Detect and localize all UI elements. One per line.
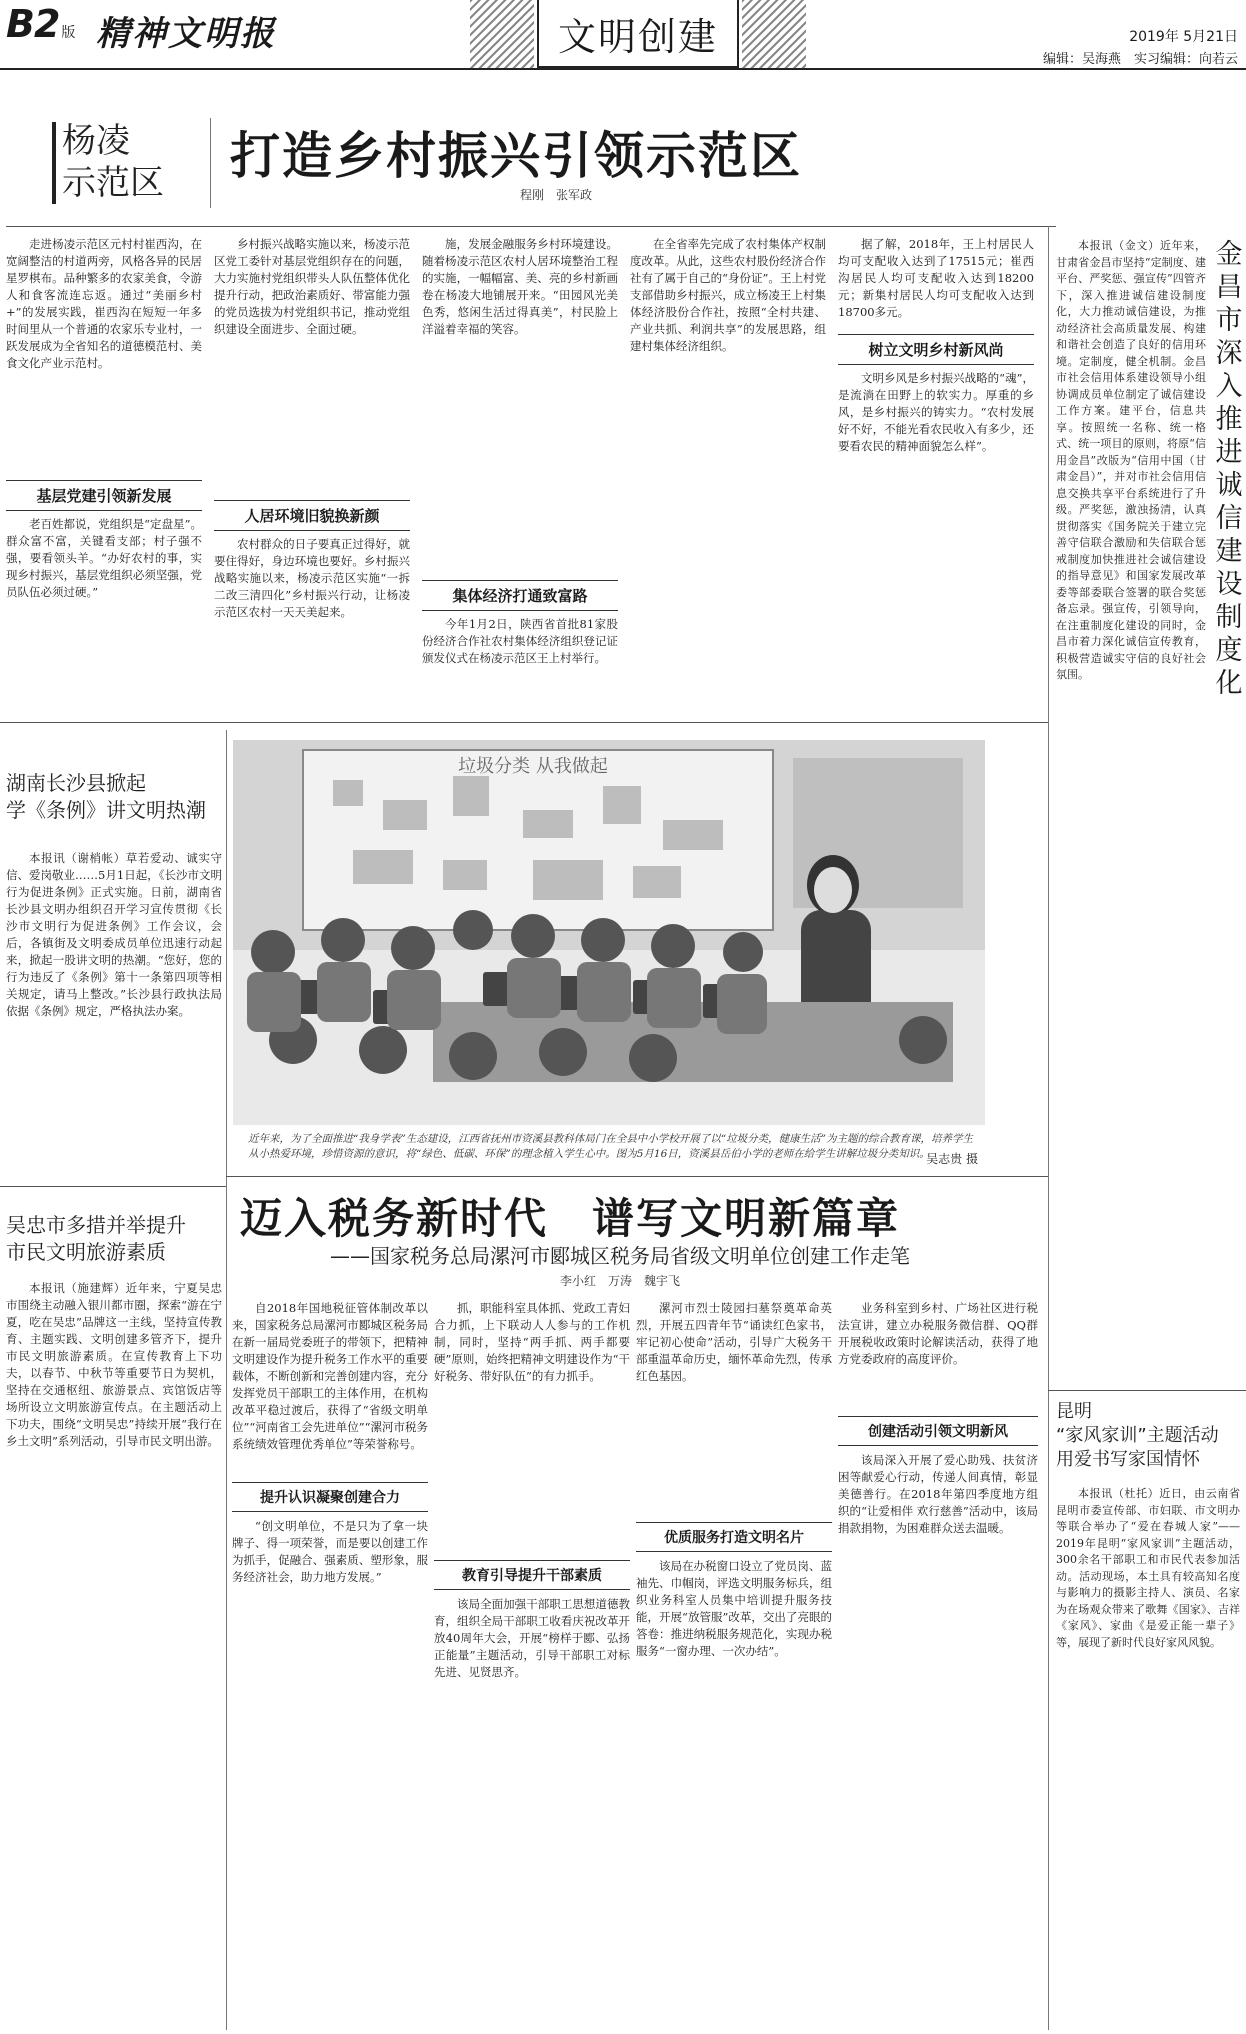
lead-col4-text: 在全省率先完成了农村集体产权制度改革。从此，这些农村股份经济合作社有了属于自己的“身份证”。王上村党支部借助乡村振兴，成立杨凌王上村集体经济股份合作社，按照“全村共建、产业共抓、利润共享”的发展思路，组建村集体经济组织。 — [630, 237, 826, 353]
photo-sign-text: 垃圾分类 从我做起 — [458, 756, 608, 777]
left-story-2-title-line-2: 市民文明旅游素质 — [6, 1240, 166, 1264]
photo-credit: 吴志贵 摄 — [926, 1152, 978, 1166]
column-label — [62, 120, 188, 206]
second-column-1b — [232, 1518, 428, 2028]
left-story-2-title-line-1: 吴忠市多措并举提升 — [6, 1213, 186, 1237]
kunming-title — [1056, 1400, 1219, 1472]
lead-column-3b — [422, 616, 618, 714]
second-col1b-text: “创文明单位，不是只为了拿一块牌子、得一项荣誉，而是要以创建工作为抓手，促融合、强素质、塑形象，服务经济社会，助力地方发展。” — [232, 1519, 428, 1584]
kunming-top-rule — [1048, 1390, 1246, 1391]
second-column-4 — [838, 1300, 1038, 1410]
kunming-text: 本报讯（杜托）近日，由云南省昆明市委宣传部、市妇联、市文明办等联合举办了“爱在春城人家”——2019年昆明“家风家训”主题活动，300余名干部职工和市民代表参加活动。活动现场，本土具有较高知名度与影响力的摄影主持人、演员、名家为在场观众带来了歌舞《国家》、吉祥《家风》、家曲《是爱正能一辈子》等，展现了新时代良好家风风貌。 — [1056, 1487, 1240, 1649]
second-subtitle: ——国家税务总局漯河市郾城区税务局省级文明单位创建工作走笔 — [330, 1244, 910, 1268]
second-col1-text: 自2018年国地税征管体制改革以来，国家税务总局漯河市郾城区税务局在新一届局党委班子的带领下，把精神文明建设作为提升税务工作水平的重要载体，不断创新和完善创建内容，充分发挥党员干部职工的主体作用，在机构改革平稳过渡后，获得了“省级文明单位”“河南省工会先进单位”“漯河市税务系统绩效管理优秀单位”等荣誉称号。 — [232, 1301, 428, 1451]
left-story-1-text: 本报讯（谢梢帐）草若爱动、诚实守信、爱岗敬业……5月1日起，《长沙市文明行为促进条例》正式实施。日前，湖南省长沙县文明办组织召开学习宣传贯彻《长沙市文明行为促进条例》工作会议，会后，各镇街及文明委成员单位迅速行动起来，掀起一股讲文明的热潮。“您好，您的行为违反了《条例》第十一条第四项等相关规定，请马上整改。”长沙县行政执法局依据《条例》规定，严格执法办案。 — [6, 851, 222, 1018]
lead-col5-text: 据了解，2018年，王上村居民人均可支配收入达到了17515元；崔西沟居民人均可支配收入达到18200元；新集村居民人均可支配收入达到18700多元。 — [838, 237, 1034, 319]
lead-column-5b — [838, 370, 1034, 714]
lead-col1-text: 走进杨凌示范区元村村崔西沟，在宽阔整洁的村道两旁，风格各异的民居星罗棋布。品种繁多的农家美食，令游人和食客流连忘返。通过“美丽乡村+”的发展实践，崔西沟在短短一年多时间里从一个普通的农家乐专业村，一跃发展成为全省知名的道德模范村、美食文化产业示范村。 — [6, 237, 202, 370]
masthead-rule — [0, 68, 1246, 70]
classroom-photo-graphic — [233, 740, 985, 1125]
left-column-divider — [226, 730, 227, 2030]
left-story-2-text: 本报讯（施建辉）近年来，宁夏吴忠市围绕主动融入银川都市圈，探索“游在宁夏，吃在吴忠”品牌这一主线，坚持宣传教育、主题实践、文明创建多管齐下，提升市民文明旅游素质。在宣传教育上下功夫，以春节、中秋节等重要节日为契机，坚持在交通枢纽、旅游景点、宾馆饭店等场所设立文明旅游宣传点。在主题活动上下功夫，围绕“文明吴忠”持续开展“我行在乡土文明”系列活动，引导市民文明出游。 — [6, 1281, 222, 1448]
second-column-1 — [232, 1300, 428, 1474]
lead-headline: 打造乡村振兴引领示范区 — [230, 127, 802, 185]
lead-column-1 — [6, 236, 202, 466]
photo-caption: 近年来，为了全面推进“我身学表”生态建设，江西省抚州市资溪县教科体局门在全县中小学校开展了以“垃圾分类，健康生活”为主题的综合教育课，培养学生从小热爱环境，珍惜资源的意识，将“绿色、低碳、环保”的理念植入学生心中。图为5月16日，资溪县岳伯小学的老师在给学生讲解垃圾分类知识。 — [248, 1133, 973, 1160]
editors-line: 编辑：吴海燕 实习编辑：向若云 — [1042, 52, 1238, 67]
lead-column-1b — [6, 516, 202, 714]
second-subhead-1: 提升认识凝聚创建合力 — [232, 1482, 428, 1512]
second-col4b-text: 该局深入开展了爱心助残、扶贫济困等献爱心行动，传递人间真情，彰显美德善行。在2018年第四季度地方组织的“让爱相伴 欢行慈善”活动中，该局捐款捐物，为困难群众送去温暖。 — [838, 1453, 1038, 1535]
second-column-3 — [636, 1300, 832, 1514]
lead-column-5 — [838, 236, 1034, 320]
classroom-photo — [233, 740, 985, 1125]
lead-byline: 程刚 张军政 — [520, 188, 593, 202]
page-suffix: 版 — [61, 25, 75, 41]
second-subhead-4: 创建活动引领文明新风 — [838, 1416, 1038, 1446]
left-story-1-title-line-1: 湖南长沙县掀起 — [6, 771, 146, 795]
second-col4-text: 业务科室到乡村、广场社区进行税法宣讲，建立办税服务微信群、QQ群开展税收政策时论解读活动，获得了地方党委政府的高度评价。 — [838, 1301, 1038, 1366]
decor-stripes-right — [742, 0, 806, 68]
decor-stripes-left — [470, 0, 534, 68]
lead-subhead-2: 人居环境旧貌换新颜 — [214, 500, 410, 531]
second-story-top-rule — [226, 1176, 1048, 1177]
lead-subhead-3: 集体经济打通致富路 — [422, 580, 618, 611]
lead-col3-text: 施，发展金融服务乡村环境建设。随着杨凌示范区农村人居环境整治工程的实施，一幅幅富、美、亮的乡村新画卷在杨凌大地铺展开来。“田园风光美色秀，悠闲生活过得真美”，村民脸上洋溢着幸福的笑容。 — [422, 237, 618, 336]
column-label-line-2: 示范区 — [62, 163, 164, 203]
second-column-3b — [636, 1558, 832, 2028]
lead-subhead-5: 树立文明乡村新风尚 — [838, 334, 1034, 365]
second-col2b-text: 该局全面加强干部职工思想道德教育，组织全局干部职工收看庆祝改革开放40周年大会，开展“榜样于郾、弘扬正能量”主题活动，引导干部职工对标先进、见贤思齐。 — [434, 1597, 630, 1679]
lead-column-4 — [630, 236, 826, 714]
second-byline: 李小红 万涛 魏宇飞 — [560, 1274, 681, 1288]
kunming-body — [1056, 1486, 1240, 2028]
left-story-2-body — [6, 1280, 222, 2028]
left-story-1-body — [6, 850, 222, 1180]
lead-column-3 — [422, 236, 618, 566]
second-subhead-2: 教育引导提升干部素质 — [434, 1560, 630, 1590]
left-story-1-title — [6, 770, 206, 824]
left-story-2-rule — [0, 1186, 226, 1187]
right-story-text: 本报讯（金文）近年来，甘肃省金昌市坚持“定制度、建平台、严奖惩、强宣传”四管齐下，深入推进诚信建设制度化，大力推动诚信建设，为推动经济社会高质量发展、构建和谐社会创造了良好的信用环境。定制度，健全机制。金昌市社会信用体系建设领导小组协调成员单位制定了诚信建设工作方案。建平台，信息共享。按照统一名称、统一格式、统一项目的原则，将原“信用金昌”改版为“信用中国（甘肃金昌）”，并对市社会信用信息交换共享平台系统进行了升级。严奖惩，激浊扬清，认真贯彻落实《国务院关于建立完善守信联合激励和失信联合惩戒制度加快推进社会诚信建设的指导意见》和国家发展改革委等部委联合签署的联合奖惩备忘录。强宣传，引领导向，在注重制度化建设的同时，金昌市着力深化诚信宣传教育，积极营造诚实守信的良好社会氛围。 — [1056, 239, 1206, 681]
lead-column-2 — [214, 236, 410, 492]
second-column-2b — [434, 1596, 630, 2028]
lead-top-rule — [6, 226, 1056, 227]
right-lower-divider — [1048, 1386, 1049, 2030]
lead-col2b-text: 农村群众的日子要真正过得好，就要住得好，身边环境也要好。乡村振兴战略实施以来，杨凌示范区实施“一拆二改三清四化”乡村振兴行动，让杨凌示范区农村一天天美起来。 — [214, 537, 410, 619]
lead-subhead-1: 基层党建引领新发展 — [6, 480, 202, 511]
kunming-title-line-3: 用爱书写家国情怀 — [1056, 1449, 1200, 1470]
kunming-title-line-2: “家风家训”主题活动 — [1056, 1425, 1219, 1446]
second-column-4b — [838, 1452, 1038, 2028]
second-col2-text: 抓，职能科室具体抓、党政工青妇合力抓，上下联动人人参与的工作机制，同时，坚持“两手抓、两手都要硬”原则，始终把精神文明建设作为“干好税务、带好队伍”的有力抓手。 — [434, 1301, 630, 1383]
lead-bottom-rule — [0, 722, 1048, 723]
newspaper-name: 精神文明报 — [96, 14, 276, 54]
right-column-divider — [1048, 226, 1049, 1386]
section-title: 文明创建 — [537, 0, 739, 68]
page-number: B2 版 — [6, 2, 75, 46]
lead-col5b-text: 文明乡风是乡村振兴战略的“魂”，是流淌在田野上的软实力。厚重的乡风，是乡村振兴的铸实力。“农村发展好不好，不能光看农民收入有多少，还要看农民的精神面貌怎么样”。 — [838, 371, 1034, 453]
lead-column-2b — [214, 536, 410, 714]
right-story-title: 金昌市深入推进诚信建设制度化 — [1215, 239, 1243, 699]
second-col3-text: 漯河市烈士陵园扫墓祭奠革命英烈，开展五四青年节“诵读红色家书，牢记初心使命”活动，引导广大税务干部重温革命历史，缅怀革命先烈，传承红色基因。 — [636, 1301, 832, 1383]
lead-col2-text: 乡村振兴战略实施以来，杨凌示范区党工委针对基层党组织存在的问题，大力实施村党组织带头人队伍整体优化提升行动，把政治素质好、带富能力强的党员选拔为村党组织书记，推动党组织建设全面进步、全面过硬。 — [214, 237, 410, 336]
lead-col1b-text: 老百姓都说，党组织是“定盘星”。群众富不富，关键看支部；村子强不强，要看领头羊。“办好农村的事，实现乡村振兴，基层党组织必须坚强，党员队伍必须过硬。” — [6, 517, 202, 599]
right-story-body — [1056, 238, 1206, 1378]
kunming-title-line-1: 昆明 — [1056, 1401, 1092, 1422]
column-label-line-1: 杨凌 — [62, 121, 130, 161]
second-col3b-text: 该局在办税窗口设立了党员岗、蓝袖先、巾帼岗，评选文明服务标兵，组织业务科室人员集中培训提升服务技能，开展“放管服”改革，交出了亮眼的答卷：推进纳税服务规范化，实现办税服务“一窗办理、一次办结”。 — [636, 1559, 832, 1658]
column-label-divider — [210, 118, 211, 208]
second-headline: 迈入税务新时代 谱写文明新篇章 — [240, 1194, 901, 1243]
issue-date: 2019年 5月21日 — [1129, 29, 1238, 45]
left-story-1-title-line-2: 学《条例》讲文明热潮 — [6, 798, 206, 822]
left-story-2-title — [6, 1212, 186, 1266]
second-subhead-3: 优质服务打造文明名片 — [636, 1522, 832, 1552]
lead-col3b-text: 今年1月2日，陕西省首批81家股份经济合作社农村集体经济组织登记证颁发仪式在杨凌示范区王上村举行。 — [422, 617, 618, 665]
second-column-2 — [434, 1300, 630, 1552]
column-label-bar — [52, 122, 56, 204]
